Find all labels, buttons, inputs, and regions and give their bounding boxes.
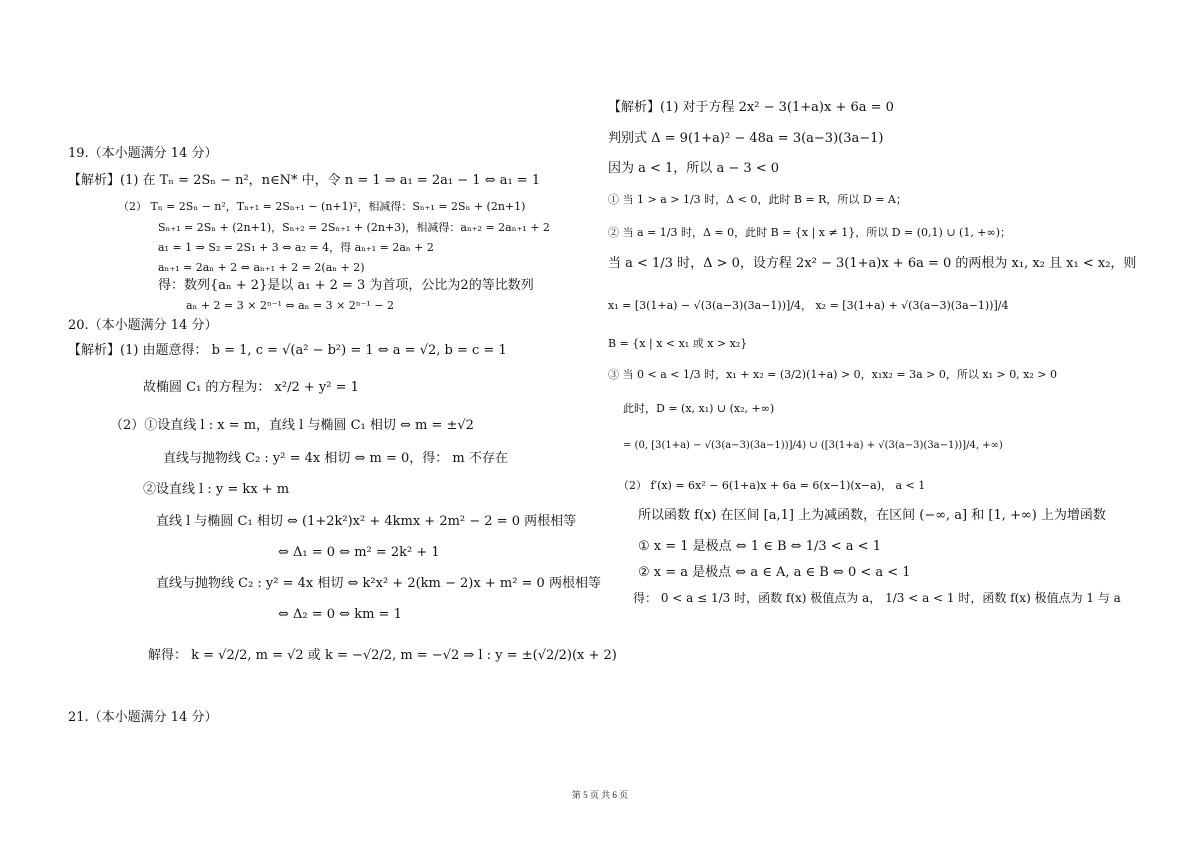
q20-part2-line4: 直线 l 与椭圆 C₁ 相切 ⇔ (1+2k²)x² + 4kmx + 2m² − 2 = 0 两根相等	[156, 514, 577, 529]
right-line-10: 此时，D = (x, x₁) ∪ (x₂, +∞)	[623, 402, 775, 415]
q20-part2-line8: 解得： k = √2/2, m = √2 或 k = −√2/2, m = −√2 ⇒ l : y = ±(√2/2)(x + 2)	[148, 648, 617, 663]
right-line-14: ① x = 1 是极点 ⇔ 1 ∈ B ⇔ 1/3 < a < 1	[638, 539, 881, 554]
q20-part2-line5: ⇔ Δ₁ = 0 ⇔ m² = 2k² + 1	[278, 545, 440, 560]
q20-ellipse-equation: 故椭圆 C₁ 的方程为： x²/2 + y² = 1	[143, 380, 359, 395]
q19-part2-line4: aₙ₊₁ = 2aₙ + 2 ⇔ aₙ₊₁ + 2 = 2(aₙ + 2)	[158, 261, 365, 274]
q20-part2-line7: ⇔ Δ₂ = 0 ⇔ km = 1	[278, 607, 402, 622]
q19-part2-line6: aₙ + 2 = 3 × 2ⁿ⁻¹ ⇔ aₙ = 3 × 2ⁿ⁻¹ − 2	[186, 299, 395, 312]
right-line-12: （2） f′(x) = 6x² − 6(1+a)x + 6a = 6(x−1)(x−a)， a < 1	[618, 479, 926, 492]
right-line-1: 【解析】(1) 对于方程 2x² − 3(1+a)x + 6a = 0	[608, 100, 894, 115]
right-line-5: ② 当 a = 1/3 时，Δ = 0，此时 B = {x | x ≠ 1}，所以 D = (0,1) ∪ (1, +∞)；	[608, 226, 1011, 239]
right-line-9: ③ 当 0 < a < 1/3 时，x₁ + x₂ = (3/2)(1+a) > 0，x₁x₂ = 3a > 0，所以 x₁ > 0, x₂ > 0	[608, 368, 1058, 381]
q20-part1: 【解析】(1) 由题意得： b = 1, c = √(a² − b²) = 1 ⇔ a = √2, b = c = 1	[68, 343, 507, 358]
right-line-4: ① 当 1 > a > 1/3 时，Δ < 0，此时 B = R，所以 D = A；	[608, 193, 907, 206]
q20-heading: 20.（本小题满分 14 分）	[68, 318, 218, 333]
right-line-13: 所以函数 f(x) 在区间 [a,1] 上为减函数，在区间 (−∞, a] 和 [1, +∞) 上为增函数	[638, 508, 1106, 523]
q21-heading: 21.（本小题满分 14 分）	[68, 710, 218, 725]
right-line-7: x₁ = [3(1+a) − √(3(a−3)(3a−1))]/4， x₂ = [3(1+a) + √(3(a−3)(3a−1))]/4	[608, 299, 1009, 312]
right-line-11: = (0, [3(1+a) − √(3(a−3)(3a−1))]/4) ∪ ([3(1+a) + √(3(a−3)(3a−1))]/4, +∞)	[623, 440, 1003, 451]
page-footer: 第 5 页 共 6 页	[571, 790, 629, 800]
right-line-3: 因为 a < 1，所以 a − 3 < 0	[608, 161, 780, 176]
q19-part2-line5: 得：数列{aₙ + 2}是以 a₁ + 2 = 3 为首项，公比为2的等比数列	[158, 278, 534, 293]
q20-part2-line1: （2）①设直线 l : x = m，直线 l 与椭圆 C₁ 相切 ⇔ m = ±√2	[110, 418, 474, 433]
q20-part2-line3: ②设直线 l : y = kx + m	[143, 482, 290, 497]
q19-part2-line2: Sₙ₊₁ = 2Sₙ + (2n+1)，Sₙ₊₂ = 2Sₙ₊₁ + (2n+3)，相减得：aₙ₊₂ = 2aₙ₊₁ + 2	[158, 221, 550, 234]
q19-part1: 【解析】(1) 在 Tₙ = 2Sₙ − n²，n∈N* 中，令 n = 1 ⇒ a₁ = 2a₁ − 1 ⇔ a₁ = 1	[68, 173, 541, 188]
right-line-16: 得： 0 < a ≤ 1/3 时，函数 f(x) 极值点为 a， 1/3 < a < 1 时，函数 f(x) 极值点为 1 与 a	[633, 591, 1121, 605]
q20-part2-line6: 直线与抛物线 C₂ : y² = 4x 相切 ⇔ k²x² + 2(km − 2)x + m² = 0 两根相等	[156, 576, 601, 591]
right-line-15: ② x = a 是极点 ⇔ a ∈ A, a ∈ B ⇔ 0 < a < 1	[638, 565, 911, 580]
right-line-2: 判别式 Δ = 9(1+a)² − 48a = 3(a−3)(3a−1)	[608, 131, 884, 146]
q20-part2-line2: 直线与抛物线 C₂ : y² = 4x 相切 ⇔ m = 0，得： m 不存在	[163, 451, 508, 466]
q19-heading: 19.（本小题满分 14 分）	[68, 146, 218, 161]
right-line-8: B = {x | x < x₁ 或 x > x₂}	[608, 337, 748, 350]
q19-part2-line1: （2） Tₙ = 2Sₙ − n²，Tₙ₊₁ = 2Sₙ₊₁ − (n+1)²，相减得：Sₙ₊₁ = 2Sₙ + (2n+1)	[118, 200, 526, 213]
q19-part2-line3: a₁ = 1 ⇒ S₂ = 2S₁ + 3 ⇔ a₂ = 4，得 aₙ₊₁ = 2aₙ + 2	[158, 241, 434, 254]
right-line-6: 当 a < 1/3 时，Δ > 0，设方程 2x² − 3(1+a)x + 6a = 0 的两根为 x₁, x₂ 且 x₁ < x₂，则	[608, 256, 1137, 271]
